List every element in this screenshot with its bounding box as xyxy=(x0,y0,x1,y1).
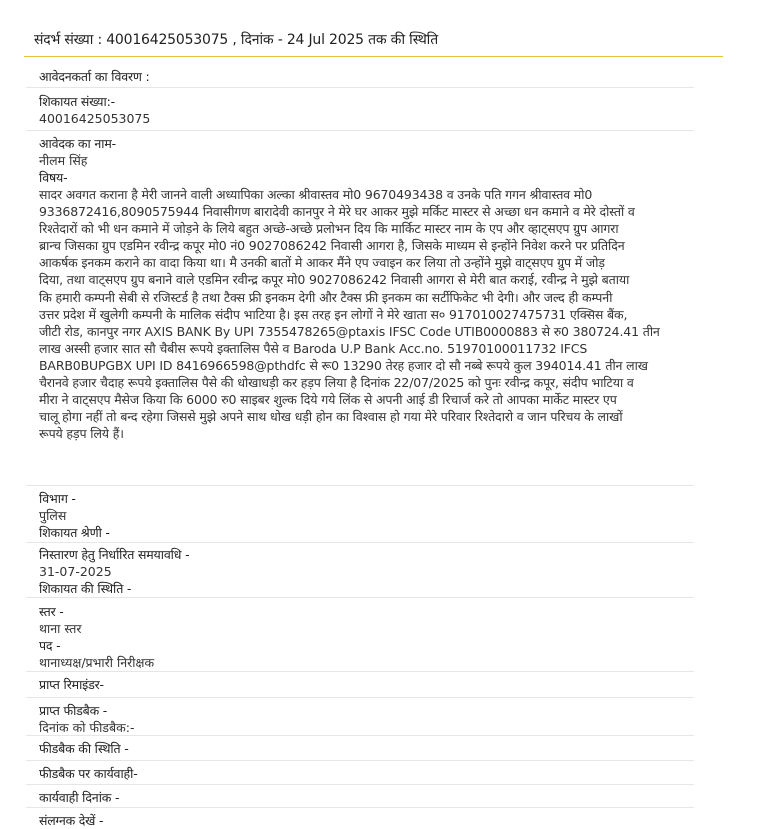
status-label: शिकायत की स्थिति - xyxy=(39,581,132,596)
complaint-number-label: शिकायत संख्या:- xyxy=(39,94,115,109)
feedback-date-label: दिनांक को फीडबैक:- xyxy=(39,720,135,735)
subject-line: दिया, तथा वाट्सएप ग्रुप बनाने वाले एडमिन रवीन्द्र कपूर मो0 9027086242 निवासी आगरा से मेरी बात कराई, रवीन्द्र ने मुझे बताया xyxy=(39,272,630,288)
reminder-label: प्राप्त रिमाइंडर- xyxy=(39,677,104,692)
applicant-name-subject-row xyxy=(26,131,694,486)
applicant-name-label: आवेदक का नाम- xyxy=(39,136,116,151)
post-label: पद - xyxy=(39,638,61,653)
subject-label: विषय- xyxy=(39,170,68,185)
feedback-row xyxy=(26,698,694,736)
attachment-row xyxy=(26,808,694,828)
subject-line: चैरानवे हजार चैदाह रूपये इक्तालिस पैसे की धोखाधड़ी कर हड़प लिया है दिनांक 22/07/2025 को पुनः रवीन्द्र कपूर, संदीप भाटिया व xyxy=(39,375,634,391)
subject-line: मीरा ने वाट्सएप मैसेज किया कि 6000 रु0 साइबर शुल्क दिये गये लिंक से अपनी आई डी रिचार्ज करे तो आपका मार्केट मास्टर एप xyxy=(39,392,617,408)
complaint-details xyxy=(26,58,694,828)
deadline-value: 31-07-2025 xyxy=(39,564,112,579)
subject-line: जीटी रोड, कानपुर नगर AXIS BANK By UPI 7355478265@ptaxis IFSC Code UTIB0000883 से रु0 380724.41 तीन xyxy=(39,323,660,339)
feedback-status-label: फीडबैक की स्थिति - xyxy=(39,741,129,756)
level-post-row xyxy=(26,598,694,672)
complaint-number-value: 40016425053075 xyxy=(39,111,151,126)
subject-line: सादर अवगत कराना है मेरी जानने वाली अध्यापिका अल्का श्रीवास्तव मो0 9670493438 व उनके पति गगन श्रीवास्तव मो0 xyxy=(39,187,593,202)
subject-line: लाख अस्सी हजार सात सौ चैबीस रूपये इक्तालिस पैसे व Baroda U.P Bank Acc.no. 51970100011732 IFCS xyxy=(39,340,588,356)
subject-line: कि हमारी कम्पनी सेबी से रजिस्टर्ड है तथा टैक्स फ्री इनकम देगी और टैक्स फ्री इनकम का सर्टीफिकेट भी देगी। और जल्द ही कम्पनी xyxy=(39,289,613,305)
subject-line: रिश्तेदारों को भी धन कमाने में जोड़ने के लिये बहुत अच्छे-अच्छे प्रलोभन दिय कि मार्किट मास्टर नाम के एप और व्हाट्सएप ग्रुप आगरा xyxy=(39,221,619,237)
subject-line: 9336872416,8090575944 निवासीगण बारादेवी कानपुर ने मेरे घर आकर मुझे मर्किट मास्टर से अच्छा धन कमाने व मेरे दोस्तों व xyxy=(39,204,635,220)
level-value: थाना स्तर xyxy=(39,621,82,636)
reference-title: संदर्भ संख्या : 40016425053075 , दिनांक - 24 Jul 2025 तक की स्थिति xyxy=(34,32,439,48)
subject-line: रूपये हड़प लिये हैं। xyxy=(39,426,124,442)
page-header xyxy=(24,0,723,57)
deadline-row xyxy=(26,543,694,598)
attachment-label[interactable]: संलग्नक देखें - xyxy=(39,813,104,828)
reminder-row xyxy=(26,672,694,698)
category-label: शिकायत श्रेणी - xyxy=(39,525,110,540)
level-label: स्तर - xyxy=(39,604,64,619)
applicant-name-value: नीलम सिंह xyxy=(39,153,88,168)
subject-text xyxy=(39,186,699,442)
deadline-label: निस्तारण हेतु निर्धारित समयावधि - xyxy=(39,547,190,562)
post-value: थानाध्यक्ष/प्रभारी निरीक्षक xyxy=(39,655,155,670)
feedback-action-row xyxy=(26,761,694,785)
department-value: पुलिस xyxy=(39,508,67,523)
action-date-row xyxy=(26,785,694,808)
department-row xyxy=(26,486,694,543)
complaint-number-row xyxy=(26,88,694,131)
subject-line: आकर्षक इनकम कराने का वादा किया था। मै उनकी बातों मे आकर मैंने एप ज्वाइन कर लिया तो उन्होंने मुझे वाट्सएप ग्रुप में जोड़ xyxy=(39,255,605,271)
subject-line: उत्तर प्रदेश में खुलेगी कम्पनी के मालिक संदीप भाटिया है। इस तरह इन लोगों ने मेरे खाता स० 917010027475731 एक्सिस बैंक, xyxy=(39,306,628,322)
applicant-section-label: आवेदनकर्ता का विवरण : xyxy=(39,69,150,84)
applicant-section-row xyxy=(26,58,694,88)
feedback-status-row xyxy=(26,736,694,761)
subject-line: ब्रान्च जिसका ग्रुप एडमिन रवीन्द्र कपूर मो0 नं0 9027086242 निवासी आगरा है, जिसके माध्यम से इन्होंने निवेश करने पर प्रतिदिन xyxy=(39,238,625,254)
feedback-label: प्राप्त फीडबैक - xyxy=(39,703,108,718)
feedback-action-label: फीडबैक पर कार्यवाही- xyxy=(39,766,138,781)
department-label: विभाग - xyxy=(39,491,76,506)
action-date-label: कार्यवाही दिनांक - xyxy=(39,790,120,805)
subject-line: BARB0BUPGBX UPI ID 8416966598@pthdfc से रू0 13290 तेरह हजार दो सौ नब्बे रूपये कुल 394014.41 तीन लाख xyxy=(39,357,648,373)
subject-line: चालू होगा नहीं तो बन्द रहेगा जिससे मुझे अपने साथ धोख धड़ी होन का विश्वास हो गया मेरे परिवार रिश्तेदारो व जान परिचय के लाखों xyxy=(39,409,623,425)
